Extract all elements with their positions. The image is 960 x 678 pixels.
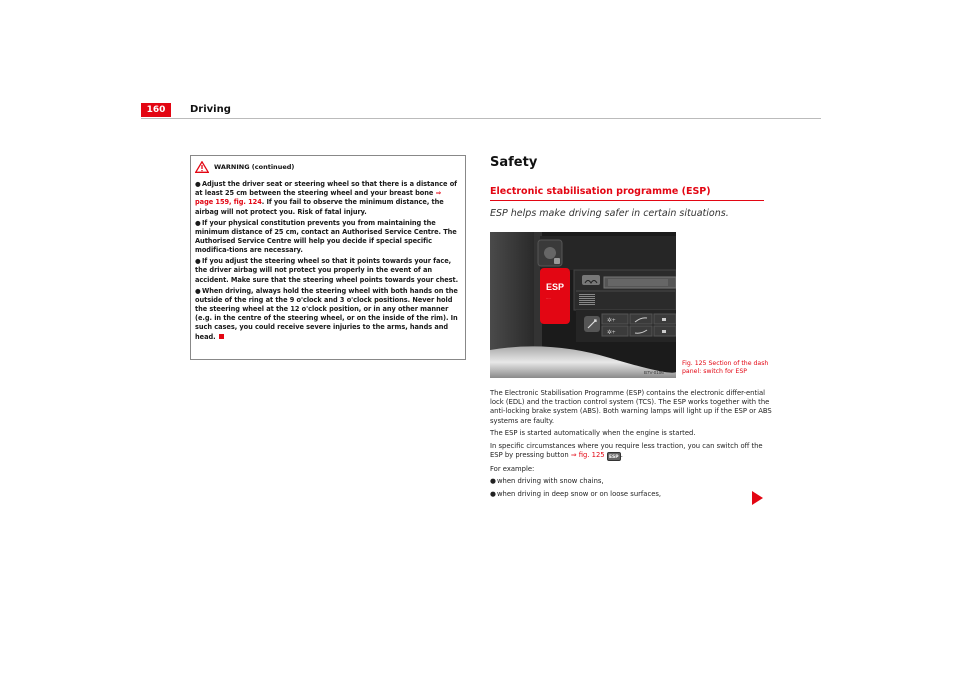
warning-triangle-icon [195,161,209,173]
seat-heating-switch [554,258,560,264]
paragraph: The ESP is started automatically when the engine is started. [490,429,696,438]
warning-text: When driving, always hold the steering wheel with both hands on the outside of the ring at the 9 o'clock and 3 o'clock positions. Never hold the steering wheel at the 12 o'clock position, or in any other manner (e.g. in the centre of the steering wheel, or on the inside of the rim). In such cases, you could receive severe injuries to the arms, hands and head. [195,286,458,341]
bullet-icon: ● [490,490,496,499]
running-title: Driving [190,104,231,115]
warning-text: If you adjust the steering wheel so that it points towards your face, the driver airbag will not protect you properly in the event of an accident. Make sure that the steering wheel points towards your chest. [195,257,459,284]
warning-text: . If you fail to observe the minimum distance, the airbag will not protect you. Risk of fatal injury. [195,198,444,216]
bullet-icon: ● [195,180,201,188]
list-item [490,477,772,486]
bullet-icon: ● [195,218,201,227]
paragraph: The Electronic Stabilisation Programme (ESP) contains the electronic differ-ential lock (EDL) and the traction control system (TCS). The ESP works together with the anti-locking brake system (ABS). Both warning lamps will light up if the ESP or ABS systems are faulty. [490,389,772,425]
paragraph-text: In specific circumstances where you require less traction, you can switch off the ESP by pressing button [490,442,763,460]
warning-item [195,287,461,342]
paragraph [490,442,772,461]
warning-title: WARNING (continued) [214,163,295,171]
figure-code: B7V-0106 [644,370,664,375]
svg-text:✲+: ✲+ [607,330,616,336]
subsection-title: Electronic stabilisation programme (ESP) [490,186,711,197]
paragraph-text: . [620,451,623,460]
warning-header [195,160,461,174]
warning-item [195,257,461,285]
next-page-arrow-icon[interactable] [752,491,763,505]
end-of-section-marker [219,334,224,339]
figure-reference-link[interactable]: ⇒ fig. 125 [570,451,605,460]
esp-button-sublabel: ···· [546,297,551,301]
section-title: Safety [490,155,538,170]
paragraph: For example: [490,464,535,473]
bullet-icon: ● [195,286,201,295]
esp-key-icon: ESP [607,452,621,461]
svg-text:✲+: ✲+ [607,318,616,324]
list-item-text: when driving in deep snow or on loose surfaces, [497,490,662,499]
esp-button-label: ESP [546,282,565,292]
bullet-icon: ● [490,477,496,486]
list-item [490,490,772,499]
bullet-icon: ● [195,257,201,266]
page-reference-link[interactable]: ⇒ page 159, fig. 124 [195,189,442,207]
dash-panel-illustration [490,232,676,378]
header-rule [141,118,821,119]
figure-caption: Fig. 125 Section of the dash panel: switch for ESP [682,360,769,375]
warning-item [195,180,461,217]
warning-text: Adjust the driver seat or steering wheel so that there is a distance of at least 25 cm between the steering wheel and your breast bone [195,180,457,198]
esp-button [540,268,570,324]
list-item-text: when driving with snow chains, [497,477,604,486]
body-text [490,389,772,503]
warning-item [195,219,461,256]
subsection-rule [490,200,764,201]
lead-text: ESP helps make driving safer in certain situations. [490,208,729,219]
page-number: 160 [141,103,171,117]
warning-text: If your physical constitution prevents you from maintaining the minimum distance of 25 cm, contact an Authorised Service Centre. The Authorised Service Centre will help you decide if special specific modifica-tions are necessary. [195,218,457,255]
dash-panel-photo [490,232,676,378]
warning-box [190,155,466,360]
